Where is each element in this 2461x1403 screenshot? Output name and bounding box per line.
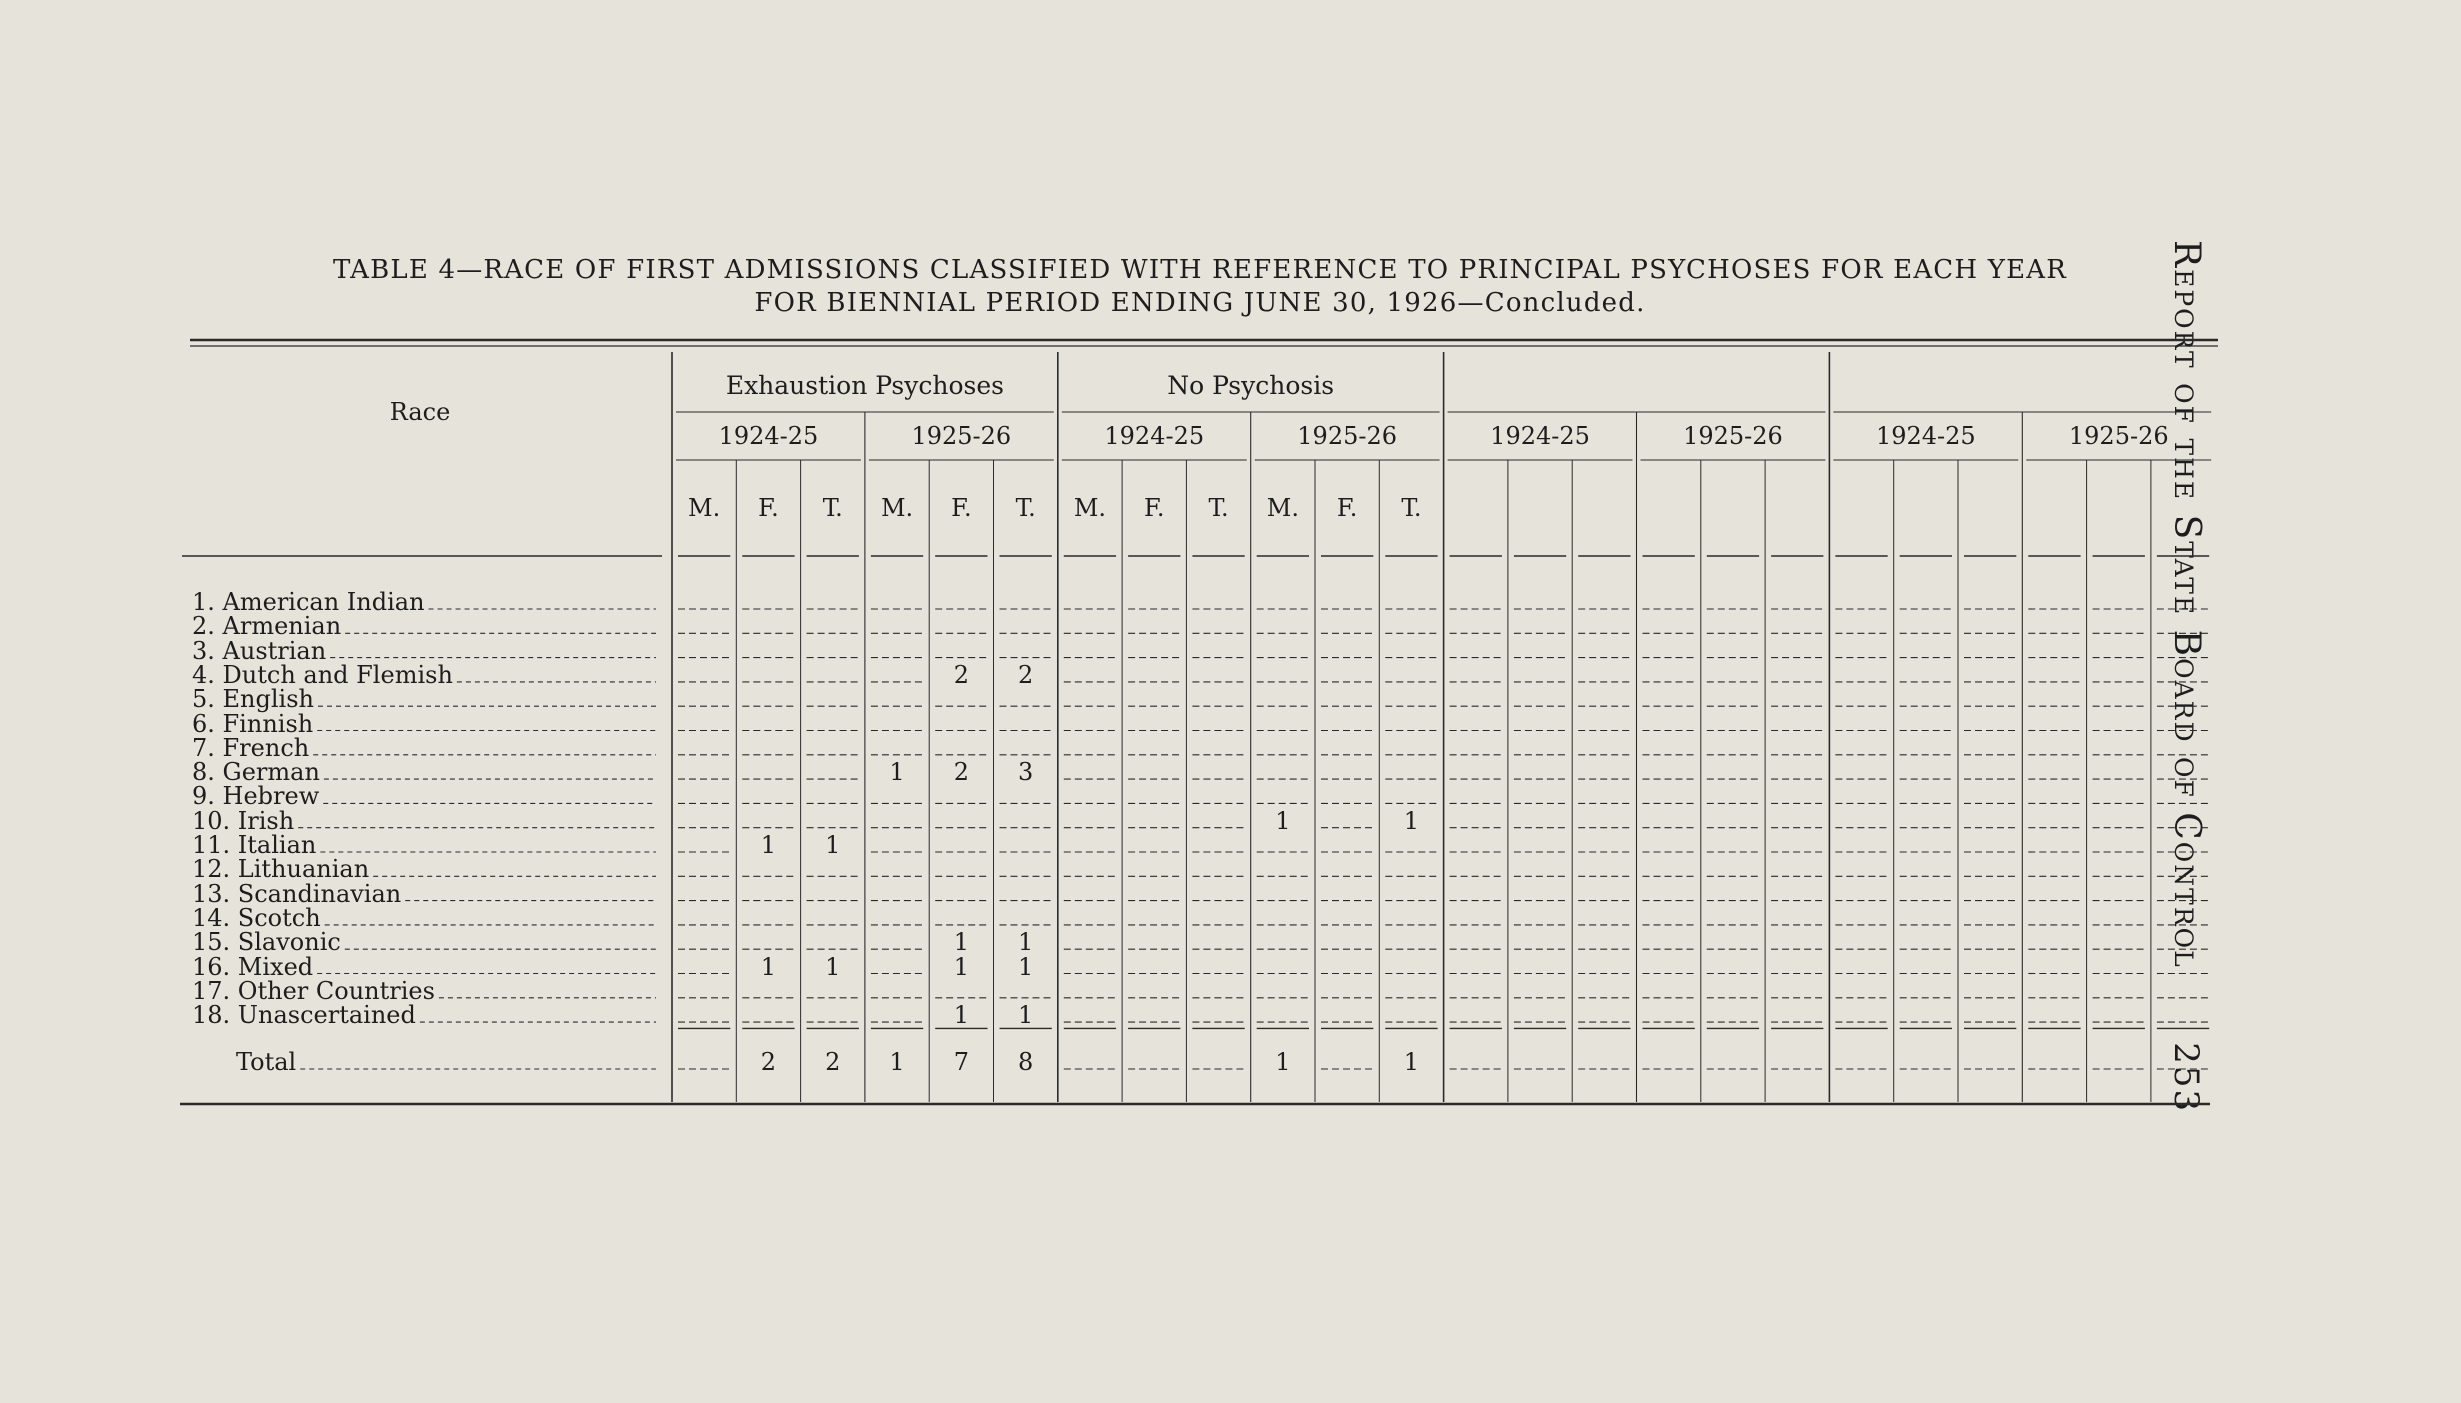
running-head-text: Report of the State Board of Control xyxy=(2166,240,2207,969)
row-value: 1 xyxy=(825,952,841,981)
period-header: 1925-26 xyxy=(1297,422,1398,450)
row-value: 3 xyxy=(1018,758,1034,787)
row-value: 1 xyxy=(1018,952,1034,981)
row-value: 1 xyxy=(760,831,777,859)
row-value: 1 xyxy=(760,952,777,981)
row-value: 1 xyxy=(953,952,969,981)
row-label: 12. Lithuanian xyxy=(192,855,370,884)
row-label: 4. Dutch and Flemish xyxy=(192,660,453,689)
total-value: 1 xyxy=(1275,1048,1291,1076)
row-label: 5. English xyxy=(192,685,314,714)
row-label: 14. Scotch xyxy=(192,903,321,932)
row-value: 1 xyxy=(1275,806,1291,835)
table-title-line-2: FOR BIENNIAL PERIOD ENDING JUNE 30, 1926—Concluded. xyxy=(754,288,1646,318)
period-header: 1925-26 xyxy=(1683,422,1783,450)
row-value: 1 xyxy=(889,758,905,787)
column-header: F. xyxy=(758,494,779,522)
row-value: 1 xyxy=(1403,806,1420,835)
column-header: T. xyxy=(822,494,843,522)
column-header: M. xyxy=(688,494,721,522)
column-header: T. xyxy=(1208,494,1229,522)
period-header: 1924-25 xyxy=(1104,422,1205,450)
period-header: 1925-26 xyxy=(911,422,1012,450)
group-header: No Psychosis xyxy=(1167,371,1335,400)
row-label: 15. Slavonic xyxy=(192,928,341,957)
row-label: 18. Unascertained xyxy=(192,1001,416,1030)
group-header: Exhaustion Psychoses xyxy=(725,371,1004,400)
row-label: 3. Austrian xyxy=(192,636,327,665)
column-header: F. xyxy=(1143,494,1165,522)
row-value: 2 xyxy=(953,660,969,689)
row-label: 6. Finnish xyxy=(192,709,314,738)
column-header: T. xyxy=(1401,494,1422,522)
row-value: 1 xyxy=(953,928,969,957)
row-value: 1 xyxy=(825,831,841,859)
row-label: 10. Irish xyxy=(192,806,295,835)
total-value: 2 xyxy=(825,1048,841,1076)
period-header: 1924-25 xyxy=(718,422,819,450)
table-title-line-1: TABLE 4—RACE OF FIRST ADMISSIONS CLASSIFIED WITH REFERENCE TO PRINCIPAL PSYCHOSES FOR EACH YEAR xyxy=(332,255,2068,285)
total-value: 8 xyxy=(1018,1048,1034,1076)
row-value: 2 xyxy=(953,758,969,787)
row-label: 13. Scandinavian xyxy=(192,879,402,908)
race-header: Race xyxy=(389,398,451,426)
column-header: T. xyxy=(1015,494,1036,522)
row-value: 1 xyxy=(1018,1001,1034,1030)
row-label: 7. French xyxy=(192,733,310,762)
row-label: 8. German xyxy=(192,758,320,787)
total-value: 2 xyxy=(760,1048,777,1076)
column-header: F. xyxy=(1336,494,1358,522)
row-label: 16. Mixed xyxy=(192,952,314,981)
column-header: M. xyxy=(1073,494,1107,522)
row-label: 2. Armenian xyxy=(192,612,342,641)
period-header: 1924-25 xyxy=(1490,422,1590,450)
total-value: 1 xyxy=(889,1048,905,1076)
period-header: 1924-25 xyxy=(1875,422,1976,450)
row-label: 17. Other Countries xyxy=(192,976,435,1005)
row-value: 2 xyxy=(1018,660,1034,689)
row-value: 1 xyxy=(1018,928,1034,957)
row-label: 1. American Indian xyxy=(192,588,425,616)
total-label: Total xyxy=(236,1048,297,1076)
period-header: 1925-26 xyxy=(2068,422,2169,450)
total-value: 1 xyxy=(1403,1048,1420,1076)
row-label: 9. Hebrew xyxy=(192,782,320,811)
total-value: 7 xyxy=(953,1048,969,1076)
row-label: 11. Italian xyxy=(192,831,317,859)
column-header: M. xyxy=(880,494,914,522)
page-number: 253 xyxy=(2166,1042,2206,1114)
row-value: 1 xyxy=(953,1001,969,1030)
column-header: M. xyxy=(1266,494,1299,522)
column-header: F. xyxy=(951,494,972,522)
